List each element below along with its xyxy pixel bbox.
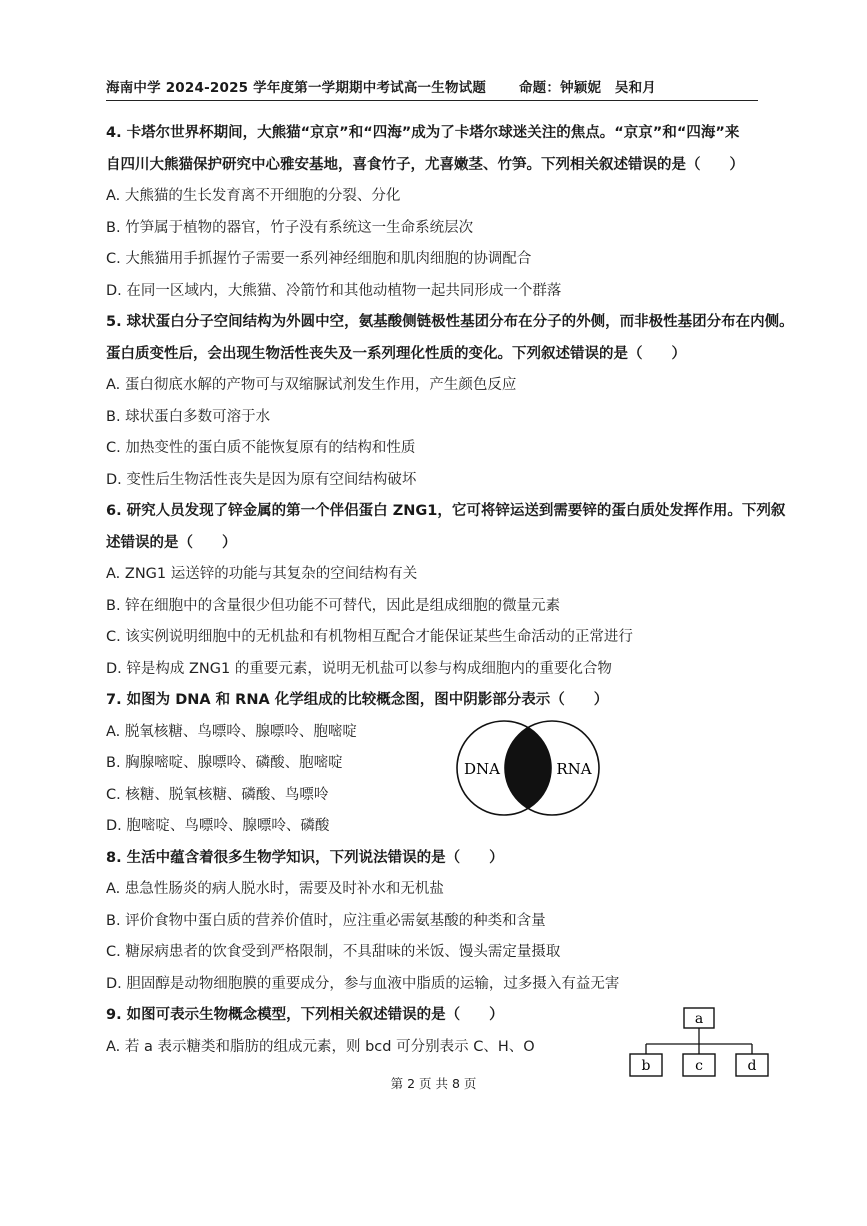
dna-rna-venn-diagram xyxy=(452,718,604,818)
venn-dna-label: DNA xyxy=(464,760,500,778)
page-header xyxy=(106,76,758,101)
answer-option: A. 若 a 表示糖类和脂肪的组成元素，则 bcd 可分别表示 C、H、O xyxy=(106,1038,535,1055)
answer-option: C. 核糖、脱氧核糖、磷酸、鸟嘌呤 xyxy=(106,786,329,803)
answer-option: B. 球状蛋白多数可溶于水 xyxy=(106,408,271,425)
answer-option: B. 锌在细胞中的含量很少但功能不可替代，因此是组成细胞的微量元素 xyxy=(106,597,561,614)
tree-label-b: b xyxy=(641,1058,651,1074)
answer-option: B. 评价食物中蛋白质的营养价值时，应注重必需氨基酸的种类和含量 xyxy=(106,912,546,929)
answer-option: D. 胞嘧啶、鸟嘌呤、腺嘌呤、磷酸 xyxy=(106,818,330,834)
answer-option: A. 脱氧核糖、鸟嘌呤、腺嘌呤、胞嘧啶 xyxy=(106,723,357,740)
concept-tree-diagram xyxy=(626,1006,772,1080)
answer-option: B. 胸腺嘧啶、腺嘌呤、磷酸、胞嘧啶 xyxy=(106,755,343,771)
answer-option: C. 糖尿病患者的饮食受到严格限制，不具甜味的米饭、馒头需定量摄取 xyxy=(106,944,561,960)
question-text-line: 自四川大熊猫保护研究中心雅安基地，喜食竹子，尤喜嫩茎、竹笋。下列相关叙述错误的是（ ） xyxy=(106,156,744,173)
tree-label-a: a xyxy=(694,1011,704,1027)
question-text-line: 8. 生活中蕴含着很多生物学知识，下列说法错误的是（ ） xyxy=(106,849,504,866)
question-text-line: 述错误的是（ ） xyxy=(106,534,237,551)
answer-option: D. 变性后生物活性丧失是因为原有空间结构破坏 xyxy=(106,471,417,488)
question-content xyxy=(106,118,794,1063)
answer-option: A. ZNG1 运送锌的功能与其复杂的空间结构有关 xyxy=(106,566,418,582)
answer-option: D. 在同一区域内，大熊猫、冷箭竹和其他动植物一起共同形成一个群落 xyxy=(106,282,562,299)
question-text-line: 9. 如图可表示生物概念模型，下列相关叙述错误的是（ ） xyxy=(106,1007,504,1023)
answer-option: A. 患急性肠炎的病人脱水时，需要及时补水和无机盐 xyxy=(106,881,444,897)
page-footer: 第 2 页 共 8 页 xyxy=(390,1076,477,1091)
question-text-line: 4. 卡塔尔世界杯期间，大熊猫“京京”和“四海”成为了卡塔尔球迷关注的焦点。“京京”和“四海”来 xyxy=(106,125,740,141)
answer-option: A. 大熊猫的生长发育离不开细胞的分裂、分化 xyxy=(106,188,401,204)
answer-option: C. 大熊猫用手抓握竹子需要一系列神经细胞和肌肉细胞的协调配合 xyxy=(106,251,532,267)
answer-option: B. 竹笋属于植物的器官，竹子没有系统这一生命系统层次 xyxy=(106,219,474,236)
venn-rna-label: RNA xyxy=(556,760,592,778)
tree-label-c: c xyxy=(695,1058,703,1074)
answer-option: A. 蛋白彻底水解的产物可与双缩脲试剂发生作用，产生颜色反应 xyxy=(106,377,517,393)
tree-label-d: d xyxy=(747,1058,757,1074)
question-text-line: 蛋白质变性后，会出现生物活性丧失及一系列理化性质的变化。下列叙述错误的是（ ） xyxy=(106,345,686,362)
question-text-line: 6. 研究人员发现了锌金属的第一个伴侣蛋白 ZNG1，它可将锌运送到需要锌的蛋白质处发挥作用。下列叙 xyxy=(106,503,786,519)
answer-option: C. 加热变性的蛋白质不能恢复原有的结构和性质 xyxy=(106,440,416,456)
answer-option: D. 胆固醇是动物细胞膜的重要成分，参与血液中脂质的运输，过多摄入有益无害 xyxy=(106,975,620,992)
question-text-line: 7. 如图为 DNA 和 RNA 化学组成的比较概念图，图中阴影部分表示（ ） xyxy=(106,692,609,708)
exam-authors: 命题：钟颖妮 吴和月 xyxy=(518,80,656,96)
exam-title: 海南中学 2024-2025 学年度第一学期期中考试高一生物试题 xyxy=(106,80,487,96)
answer-option: C. 该实例说明细胞中的无机盐和有机物相互配合才能保证某些生命活动的正常进行 xyxy=(106,629,633,645)
question-text-line: 5. 球状蛋白分子空间结构为外圆中空，氨基酸侧链极性基团分布在分子的外侧，而非极性基团分布在内侧。 xyxy=(106,314,794,330)
answer-option: D. 锌是构成 ZNG1 的重要元素，说明无机盐可以参与构成细胞内的重要化合物 xyxy=(106,660,612,677)
